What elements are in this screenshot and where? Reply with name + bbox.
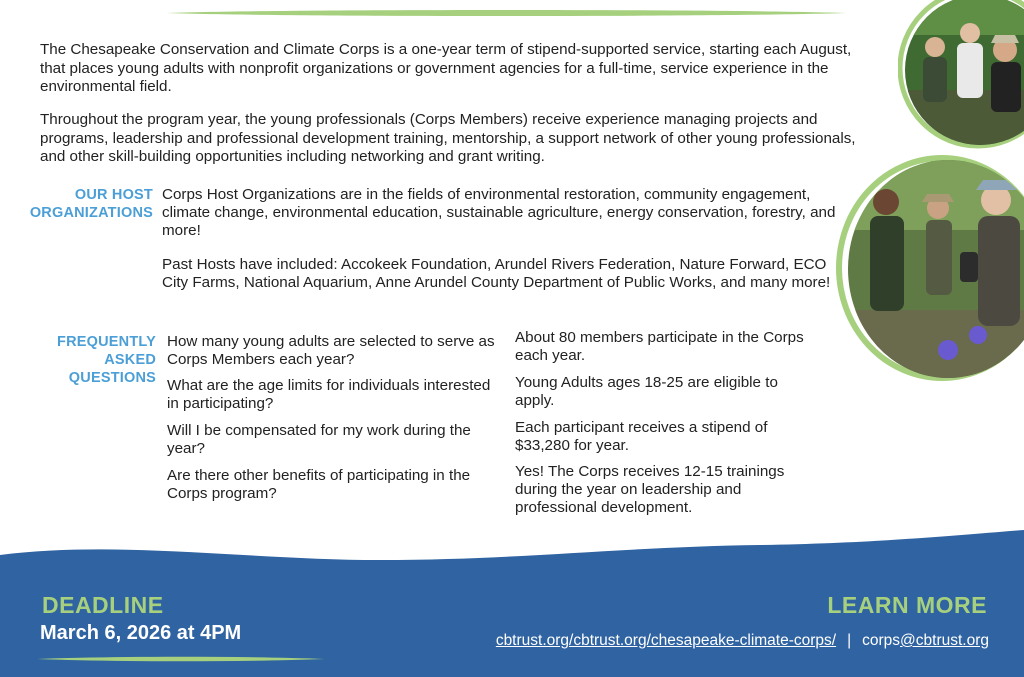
faq-question: How many young adults are selected to serve as Corps Members each year? <box>167 333 495 368</box>
faq-heading: FREQUENTLY ASKED QUESTIONS <box>57 334 156 386</box>
top-brush-stroke <box>165 8 848 18</box>
website-link[interactable]: cbtrust.org/cbtrust.org/chesapeake-climate-corps/ <box>495 632 837 649</box>
faq-question: What are the age limits for individuals interested in participating? <box>167 377 491 412</box>
intro-paragraph-1: The Chesapeake Conservation and Climate Corps is a one-year term of stipend-supported service, starting each August, that places young adults with nonprofit organizations or government agencies for a full-time, service experience in the environmental field. <box>40 41 852 95</box>
hosts-paragraph-1: Corps Host Organizations are in the fields of environmental restoration, community engagement, climate change, environmental education, sustainable agriculture, energy conservation, forestry, and more! <box>162 186 836 239</box>
link-separator: | <box>847 632 852 649</box>
learn-more-title: LEARN MORE <box>827 592 987 618</box>
hosts-paragraph-2: Past Hosts have included: Accokeek Foundation, Arundel Rivers Federation, Nature Forward, ECO City Farms, National Aquarium, Anne Arundel County Department of Public Works, and many more! <box>162 256 831 291</box>
email-link[interactable]: @cbtrust.org <box>900 632 989 649</box>
email-prefix: corps <box>862 632 901 649</box>
host-organizations-heading: OUR HOST ORGANIZATIONS <box>29 187 153 221</box>
email-contact[interactable] <box>862 632 989 649</box>
faq-question: Will I be compensated for my work during the year? <box>167 422 471 457</box>
deadline-date: March 6, 2026 at 4PM <box>40 622 242 644</box>
faq-question: Are there other benefits of participating in the Corps program? <box>167 467 471 502</box>
intro-paragraph-2: Throughout the program year, the young professionals (Corps Members) receive experience managing projects and programs, leadership and professional development training, mentorship, a support network of other young professionals, and other skill-building opportunities including networking and grant writing. <box>40 111 856 165</box>
faq-answer: Each participant receives a stipend of $33,280 for year. <box>515 419 768 454</box>
faq-answer: About 80 members participate in the Corps each year. <box>515 329 804 364</box>
deadline-underline-stroke <box>35 655 327 663</box>
deadline-title: DEADLINE <box>42 592 164 618</box>
faq-answer: Young Adults ages 18-25 are eligible to apply. <box>515 374 778 409</box>
faq-answer: Yes! The Corps receives 12-15 trainings during the year on leadership and professional development. <box>515 463 785 516</box>
learn-more-links <box>496 632 989 650</box>
